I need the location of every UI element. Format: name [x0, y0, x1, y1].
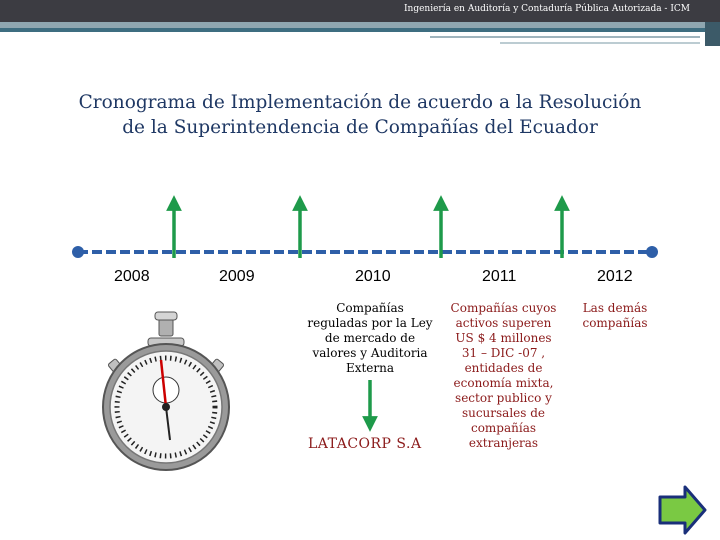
desc-line: entidades de: [464, 361, 543, 375]
desc-line: compañías: [582, 316, 648, 330]
year-2010: 2010: [355, 268, 391, 285]
desc-line: extranjeras: [468, 436, 539, 450]
header-title: Ingeniería en Auditoría y Contaduría Pública Autorizada - ICM: [403, 4, 690, 14]
timeline-start-dot: [72, 246, 84, 258]
year-2009: 2009: [219, 268, 255, 285]
desc-line: sector publico y: [455, 391, 552, 405]
desc-line: valores y Auditoria: [312, 346, 428, 360]
title-line-1: Cronograma de Implementación de acuerdo a la Resolución: [78, 92, 642, 113]
desc-line: 31 – DIC -07 ,: [461, 346, 546, 360]
desc-line: Compañías: [336, 301, 404, 315]
year-2012: 2012: [597, 268, 633, 285]
company-label: LATACORP S.A: [308, 436, 422, 452]
desc-line: US $ 4 millones: [455, 331, 552, 345]
stopwatch-icon: [103, 312, 229, 470]
description-2012: [570, 301, 660, 331]
desc-line: activos superen: [455, 316, 552, 330]
desc-line: Compañías cuyos: [450, 301, 557, 315]
year-2008: 2008: [114, 268, 150, 285]
desc-line: sucursales de: [461, 406, 546, 420]
description-2010: [290, 301, 450, 376]
desc-line: de mercado de: [324, 331, 416, 345]
desc-line: Externa: [345, 361, 395, 375]
title-line-2: de la Superintendencia de Compañías del Ecuador: [122, 117, 598, 138]
next-arrow-icon[interactable]: [660, 487, 705, 533]
desc-line: compañías: [470, 421, 537, 435]
desc-line: reguladas por la Ley: [307, 316, 433, 330]
desc-line: economía mixta,: [453, 376, 554, 390]
year-2011: 2011: [482, 268, 517, 285]
timeline-end-dot: [646, 246, 658, 258]
description-2011: [436, 301, 571, 451]
desc-line: Las demás: [582, 301, 648, 315]
